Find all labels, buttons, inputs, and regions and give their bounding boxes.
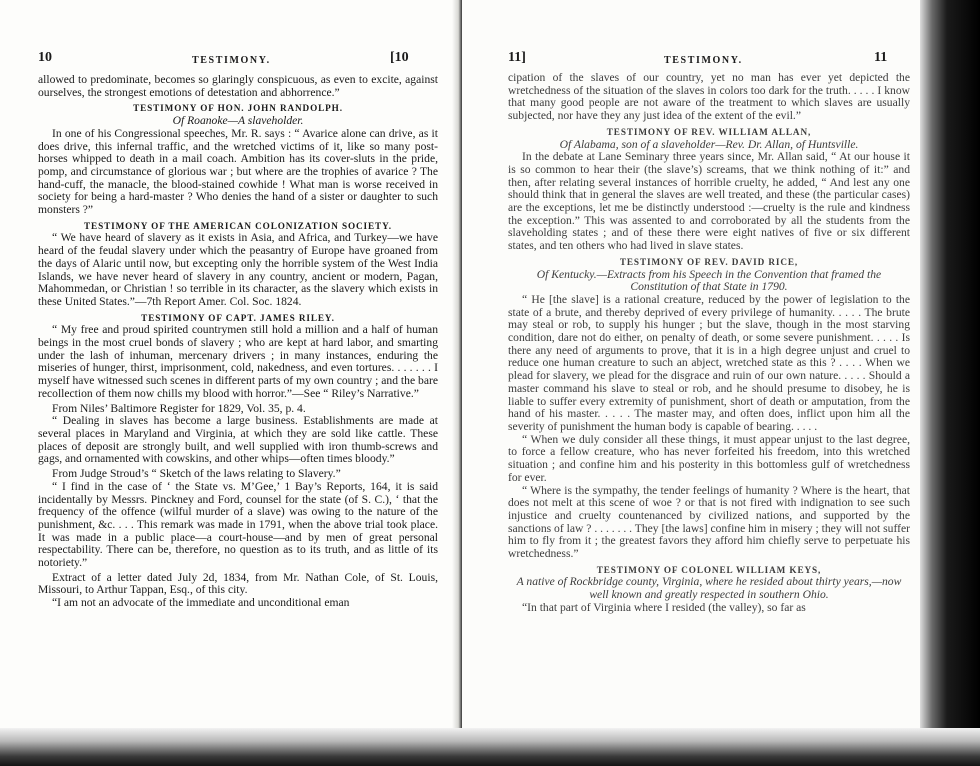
- paragraph-final-line: “I am not an advocate of the immediate and unconditional eman: [52, 596, 350, 610]
- paragraph-rice-3: “ Where is the sympathy, the tender feelings of humanity ? Where is the heart, that does not melt at this scene of woe ? or that is not fired with indignation to see such injustice and cruelty countenanced by civilized nations, and supported by the sanctions of law ? . . . . . . . They [the laws] confine him in misery ; they will not suffer him to fly from it ; the greatest favors they afford him chiefly serve to perpetuate his wretchedness.”: [508, 483, 910, 561]
- paragraph-keys: “In that part of Virginia where I resided (the valley), so far as: [522, 600, 806, 614]
- subheading-allan: Of Alabama, son of a slaveholder—Rev. Dr. Allan, of Huntsville.: [559, 137, 859, 151]
- paragraph-allan: In the debate at Lane Seminary three years since, Mr. Allan said, “ At our house it is so common to hear their (the slave’s) screams, that we think nothing of it:” and then, after relating several instances of horrible cruelty, he added, “ And lest any one should think that in general the slaves are well treated, and these (the particular cases) are the exceptions, let me be distinctly understood :—cruelty is the rule and kindness the exception.” This was assented to and corroborated by all the students from the slaveholding states ; and of these there were eight natives of five or six different states, and ten others who had lived in slave states.: [508, 150, 910, 253]
- left-page: [0, 0, 458, 730]
- paragraph-colonization: “ We have heard of slavery as it exists in Asia, and Africa, and Turkey—we have heard of the feudal slavery under which the peasantry of Europe have groaned from the days of Alaric until now, but excepting only the horrible system of the West India Islands, we have never heard of slavery in any country, ancient or modern, Pagan, Mahommedan, or Christian ! so terrible in its character, as the slavery which exists in these United States.”—7th Report Amer. Col. Soc. 1824.: [38, 231, 438, 308]
- paragraph-randolph: In one of his Congressional speeches, Mr. R. says : “ Avarice alone can drive, as it does drive, this infernal traffic, and the wretched victims of it, like so many post-horses whipped to death in a mail coach. Ambition has its cover-sluts in the pride, pomp, and circumstance of glorious war ; but where are the trophies of avarice ? The hand-cuff, the manacle, the blood-stained cowhide ! What man is worse received in society for being a hard-master ? Who denies the hand of a sister or daughter to such monsters ?”: [38, 126, 438, 217]
- left-page-number: 10: [38, 50, 52, 65]
- subheading-randolph: Of Roanoke—A slaveholder.: [172, 114, 304, 128]
- left-page-number-bracket: [10: [390, 50, 409, 65]
- paragraph-stroud-source: From Judge Stroud’s “ Sketch of the laws relating to Slavery.”: [52, 467, 341, 481]
- right-page: [462, 0, 920, 730]
- heading-randolph: TESTIMONY OF HON. JOHN RANDOLPH.: [133, 103, 343, 114]
- heading-rice: TESTIMONY OF REV. DAVID RICE,: [619, 256, 799, 267]
- paragraph-stroud-quote: “ I find in the case of ‘ the State vs. M’Gee,’ 1 Bay’s Reports, 164, it is said incidentally by Messrs. Pinckney and Ford, counsel for the state (of S. C.), ‘ that the frequency of the offence (wilful murder of a slave) was owing to the nature of the punishment, &c. . . . This remark was made in 1791, when the above trial took place. It was made in a public place—a court-house—and by men of great personal respectability. There can be, therefore, no question as to its truth, and as little of its notoriety.”: [38, 479, 438, 570]
- heading-allan: TESTIMONY OF REV. WILLIAM ALLAN,: [606, 126, 812, 137]
- right-text-column: [508, 72, 910, 615]
- right-opening-paragraph: cipation of the slaves of our country, yet no man has ever yet depicted the wretchedness of the situation of the slaves in colors too dark for the truth. . . . . I know that many good people are not aware of the treatment to which slaves are usually subjected, nor have they any just idea of the extent of the evil.”: [508, 71, 910, 123]
- subheading-keys: A native of Rockbridge county, Virginia, where he resided about thirty years,—now well known and greatly respected in southern Ohio.: [516, 575, 902, 602]
- paragraph-dealing: “ Dealing in slaves has become a large business. Establishments are made at several places in Maryland and Virginia, at which they are sold like cattle. These places of deposit are strongly built, and well supplied with iron thumb-screws and gags, and ornamented with cowskins, and other whips—often times bloody.”: [38, 414, 438, 466]
- paragraph-niles-source: From Niles’ Baltimore Register for 1829, Vol. 35, p. 4.: [52, 401, 306, 415]
- left-running-title: TESTIMONY.: [192, 55, 271, 66]
- paragraph-riley: “ My free and proud spirited countrymen still hold a million and a half of human beings in the most cruel bonds of slavery ; who are kept at hard labor, and smarting under the lash of inhuman, mercenary drivers ; in many instances, enduring the miseries of hunger, thirst, imprisonment, cold, nakedness, and even tortures. . . . . . . I myself have witnessed such scenes in different parts of my own country ; and the bare recollection of them now chills my blood with horror.”—See “ Riley’s Narrative.”: [38, 323, 438, 400]
- heading-colonization: TESTIMONY OF THE AMERICAN COLONIZATION SOCIETY.: [84, 220, 392, 231]
- paragraph-extract-letter: Extract of a letter dated July 2d, 1834, from Mr. Nathan Cole, of St. Louis, Missouri, to Arthur Tappan, Esq., of this city.: [38, 570, 438, 597]
- paragraph-rice: “ He [the slave] is a rational creature, reduced by the power of legislation to the state of a brute, and thereby deprived of every privilege of humanity. . . . . The brute may steal or rob, to supply his hunger ; but the slave, though in the most starving condition, dare not do either, on penalty of death, or some severe punishment. . . . . Is there any need of arguments to prove, that it is in a high degree unjust and cruel to reduce one human creature to such an abject, wretched state as this ? . . . . When we plead for slavery, we plead for the disgrace and ruin of our own nature. . . . . Should a master command his slave to steal or rob, and he should presume to disobey, he is liable to suffer every extremity of punishment, short of death or amputation, from the hand of his master. . . . . The master may, and often does, inflict upon him all the severity of punishment the human body is capable of bearing. . . . .: [508, 292, 910, 433]
- right-page-number: 11: [874, 50, 888, 65]
- scan-right-edge-shadow: [920, 0, 980, 766]
- left-text-column: [38, 74, 438, 610]
- left-opening-paragraph: allowed to predominate, becomes so glaringly conspicuous, as even to excite, against ourselves, the strongest emotions of detestation and abhorrence.”: [38, 73, 438, 99]
- subheading-rice: Of Kentucky.—Extracts from his Speech in the Convention that framed the Constitution of that State in 1790.: [536, 267, 882, 294]
- paragraph-rice-2: “ When we duly consider all these things, it must appear unjust to the last degree, to force a fellow creature, who has never forfeited his freedom, into this wretched situation ; and confine him and his posterity in this bottomless gulf of wretchedness for ever.: [508, 432, 910, 484]
- right-page-number-bracket: 11]: [508, 50, 526, 65]
- heading-keys: TESTIMONY OF COLONEL WILLIAM KEYS,: [596, 564, 822, 575]
- scan-bottom-shadow: [0, 728, 980, 766]
- right-running-title: TESTIMONY.: [664, 55, 743, 66]
- heading-riley: TESTIMONY OF CAPT. JAMES RILEY.: [141, 312, 335, 323]
